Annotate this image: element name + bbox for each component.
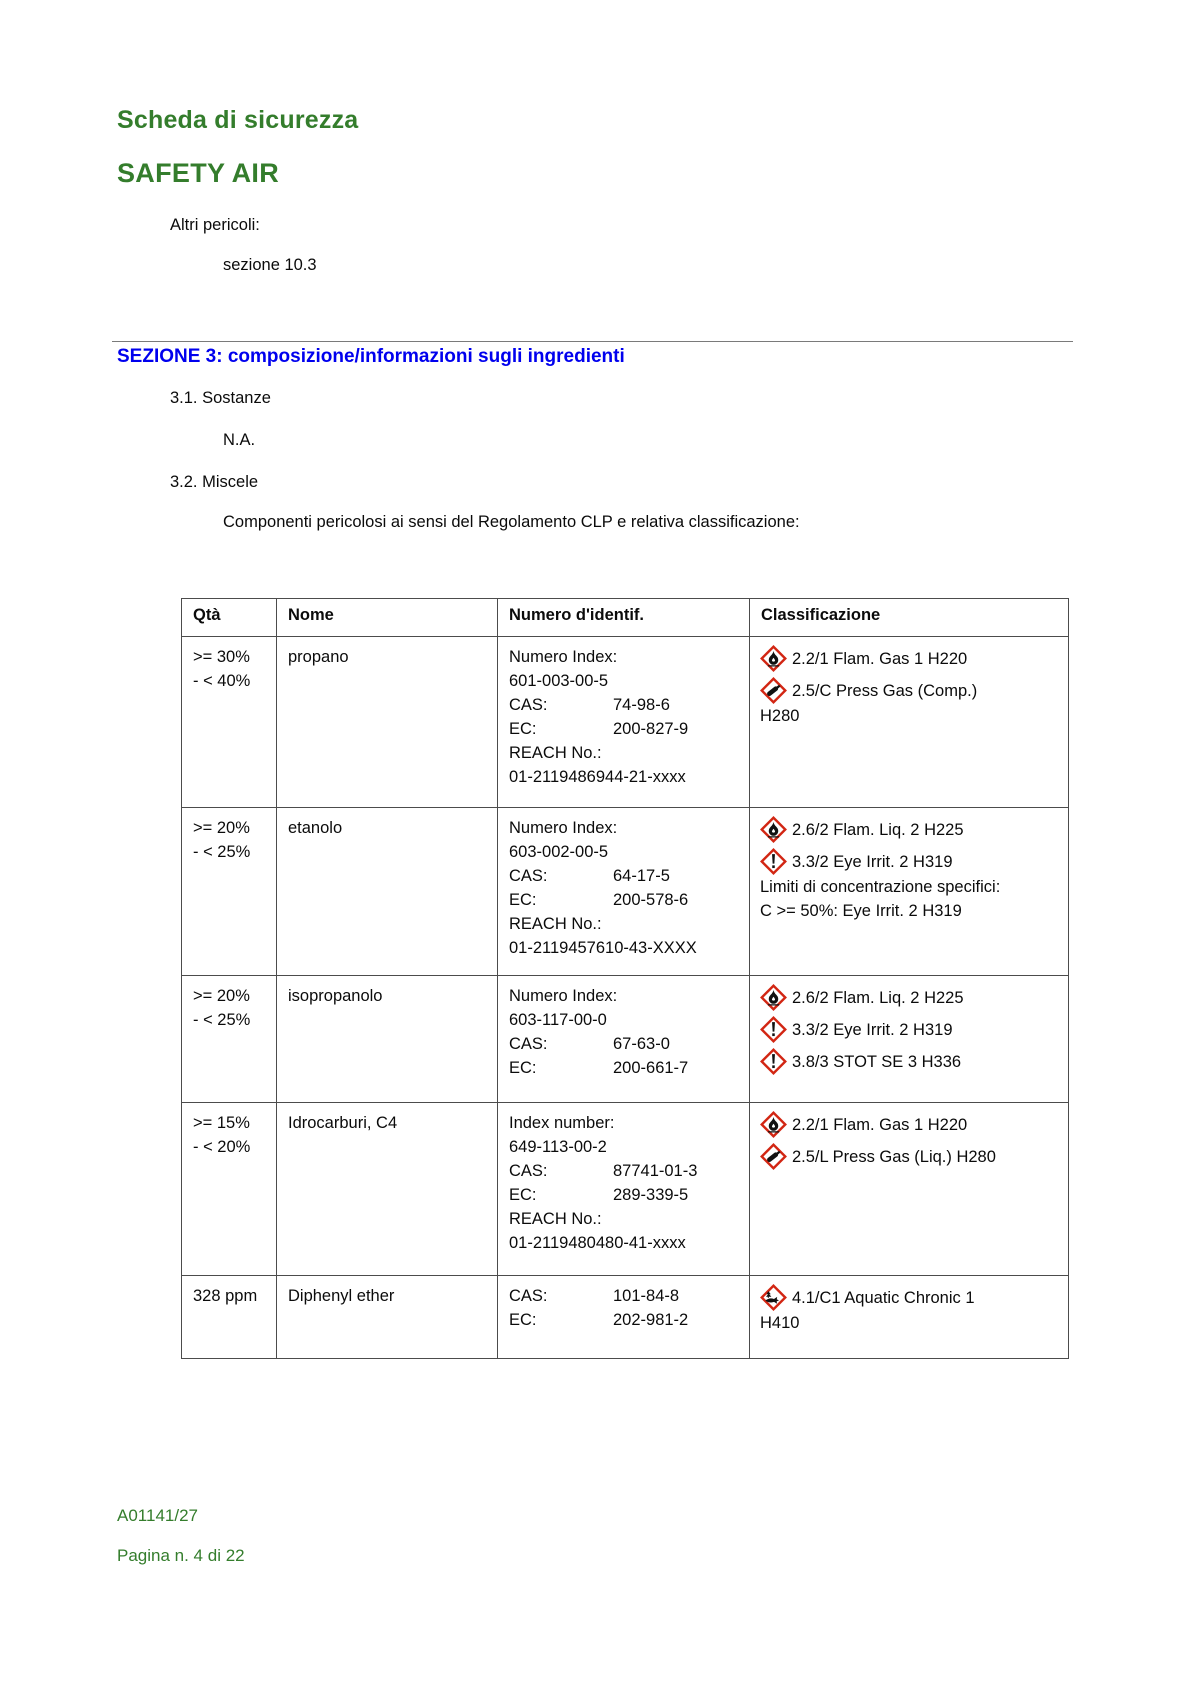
qty-line: >= 20% bbox=[193, 987, 250, 1005]
ident-line: Numero Index: bbox=[509, 648, 618, 666]
ghs-exclamation-icon bbox=[760, 1016, 792, 1044]
document-title: Scheda di sicurezza bbox=[117, 106, 359, 134]
ident-line: Numero Index: bbox=[509, 987, 618, 1005]
classification-item: 3.3/2 Eye Irrit. 2 H319 bbox=[760, 848, 1060, 876]
concentration-limits-note: Limiti di concentrazione specifici: bbox=[760, 878, 1001, 896]
ident-line: CAS: 64-17-5 bbox=[509, 867, 670, 885]
qty-line: >= 15% bbox=[193, 1114, 250, 1132]
ghs-flame-icon bbox=[760, 984, 792, 1012]
substance-name: etanolo bbox=[288, 819, 343, 837]
qty-cell bbox=[182, 1103, 277, 1276]
name-column-header: Nome bbox=[277, 599, 498, 637]
qty-cell bbox=[182, 637, 277, 808]
ghs-flame-icon bbox=[760, 816, 792, 844]
ghs-environment-icon bbox=[760, 1284, 792, 1312]
classification-item: 2.6/2 Flam. Liq. 2 H225 bbox=[760, 984, 1060, 1012]
ghs-gas-cylinder-icon bbox=[760, 677, 792, 705]
table-row bbox=[182, 1276, 1069, 1359]
classification-column-header: Classificazione bbox=[750, 599, 1069, 637]
ident-line: 603-117-00-0 bbox=[509, 1011, 607, 1029]
substance-name: propano bbox=[288, 648, 349, 666]
ghs-exclamation-icon bbox=[760, 1048, 792, 1076]
substance-name: isopropanolo bbox=[288, 987, 383, 1005]
classification-cell bbox=[750, 976, 1069, 1103]
ident-line: EC: 200-827-9 bbox=[509, 720, 689, 738]
qty-line: - < 40% bbox=[193, 672, 251, 690]
classification-item: 3.8/3 STOT SE 3 H336 bbox=[760, 1048, 1060, 1076]
ident-line: REACH No.: bbox=[509, 915, 602, 933]
footer-document-code: A01141/27 bbox=[117, 1506, 198, 1525]
table-row bbox=[182, 808, 1069, 976]
ghs-exclamation-icon bbox=[760, 848, 792, 876]
subsection-3-1-label: 3.1. Sostanze bbox=[170, 389, 271, 407]
ident-line: EC: 200-578-6 bbox=[509, 891, 689, 909]
ident-line: 01-2119480480-41-xxxx bbox=[509, 1234, 686, 1252]
name-cell bbox=[277, 637, 498, 808]
qty-line: >= 30% bbox=[193, 648, 250, 666]
qty-line: >= 20% bbox=[193, 819, 250, 837]
section-divider bbox=[112, 341, 1073, 342]
table-row bbox=[182, 637, 1069, 808]
ident-cell bbox=[498, 1103, 750, 1276]
ident-line: 01-2119486944-21-xxxx bbox=[509, 768, 686, 786]
table-header-row bbox=[182, 599, 1069, 637]
ghs-flame-icon bbox=[760, 1111, 792, 1139]
qty-line: 328 ppm bbox=[193, 1287, 258, 1305]
name-cell bbox=[277, 1276, 498, 1359]
qty-line: - < 25% bbox=[193, 1011, 251, 1029]
ident-column-header: Numero d'identif. bbox=[498, 599, 750, 637]
substance-name: Idrocarburi, C4 bbox=[288, 1114, 398, 1132]
classification-item: 2.2/1 Flam. Gas 1 H220 bbox=[760, 1111, 1060, 1139]
ident-line: Index number: bbox=[509, 1114, 615, 1132]
ingredients-table bbox=[181, 598, 1069, 1359]
substance-name: Diphenyl ether bbox=[288, 1287, 395, 1305]
classification-item: 2.2/1 Flam. Gas 1 H220 bbox=[760, 645, 1060, 673]
name-cell bbox=[277, 1103, 498, 1276]
product-name: SAFETY AIR bbox=[117, 158, 280, 188]
classification-item: 3.3/2 Eye Irrit. 2 H319 bbox=[760, 1016, 1060, 1044]
name-cell bbox=[277, 808, 498, 976]
classification-cell bbox=[750, 637, 1069, 808]
classification-cell bbox=[750, 1276, 1069, 1359]
classification-item: 4.1/C1 Aquatic Chronic 1 bbox=[760, 1284, 1060, 1312]
classification-item: 2.5/C Press Gas (Comp.) bbox=[760, 677, 1060, 705]
ident-line: CAS: 101-84-8 bbox=[509, 1287, 680, 1305]
classification-cell bbox=[750, 808, 1069, 976]
ident-line: 01-2119457610-43-XXXX bbox=[509, 939, 697, 957]
classification-item: 2.6/2 Flam. Liq. 2 H225 bbox=[760, 816, 1060, 844]
qty-cell bbox=[182, 1276, 277, 1359]
qty-cell bbox=[182, 808, 277, 976]
ident-line: CAS: 74-98-6 bbox=[509, 696, 670, 714]
table-row bbox=[182, 1103, 1069, 1276]
classification-cell bbox=[750, 1103, 1069, 1276]
ident-line: CAS: 87741-01-3 bbox=[509, 1162, 698, 1180]
table-row bbox=[182, 976, 1069, 1103]
subsection-3-2-label: 3.2. Miscele bbox=[170, 473, 259, 491]
classification-continued: H280 bbox=[760, 707, 800, 725]
footer-page-number: Pagina n. 4 di 22 bbox=[117, 1546, 245, 1565]
ident-line: 603-002-00-5 bbox=[509, 843, 609, 861]
qty-line: - < 20% bbox=[193, 1138, 251, 1156]
ident-line: CAS: 67-63-0 bbox=[509, 1035, 670, 1053]
ghs-gas-cylinder-icon bbox=[760, 1143, 792, 1171]
ident-cell bbox=[498, 1276, 750, 1359]
qty-line: - < 25% bbox=[193, 843, 251, 861]
classification-item: 2.5/L Press Gas (Liq.) H280 bbox=[760, 1143, 1060, 1171]
ident-line: 601-003-00-5 bbox=[509, 672, 609, 690]
ident-line: 649-113-00-2 bbox=[509, 1138, 607, 1156]
ident-cell bbox=[498, 637, 750, 808]
subsection-3-1-value: N.A. bbox=[223, 431, 256, 449]
ident-line: EC: 202-981-2 bbox=[509, 1311, 689, 1329]
ident-cell bbox=[498, 976, 750, 1103]
other-hazards-value: sezione 10.3 bbox=[223, 256, 317, 274]
section-3-header: SEZIONE 3: composizione/informazioni sugli ingredienti bbox=[117, 346, 625, 367]
name-cell bbox=[277, 976, 498, 1103]
ident-line: Numero Index: bbox=[509, 819, 618, 837]
other-hazards-label: Altri pericoli: bbox=[170, 216, 260, 234]
qty-column-header: Qtà bbox=[182, 599, 277, 637]
ident-line: REACH No.: bbox=[509, 744, 602, 762]
ident-line: REACH No.: bbox=[509, 1210, 602, 1228]
components-intro: Componenti pericolosi ai sensi del Regolamento CLP e relativa classificazione: bbox=[223, 513, 800, 531]
ident-line: EC: 200-661-7 bbox=[509, 1059, 689, 1077]
classification-continued: H410 bbox=[760, 1314, 800, 1332]
ghs-flame-icon bbox=[760, 645, 792, 673]
qty-cell bbox=[182, 976, 277, 1103]
ident-line: EC: 289-339-5 bbox=[509, 1186, 689, 1204]
ident-cell bbox=[498, 808, 750, 976]
concentration-limits-note: C >= 50%: Eye Irrit. 2 H319 bbox=[760, 901, 962, 920]
